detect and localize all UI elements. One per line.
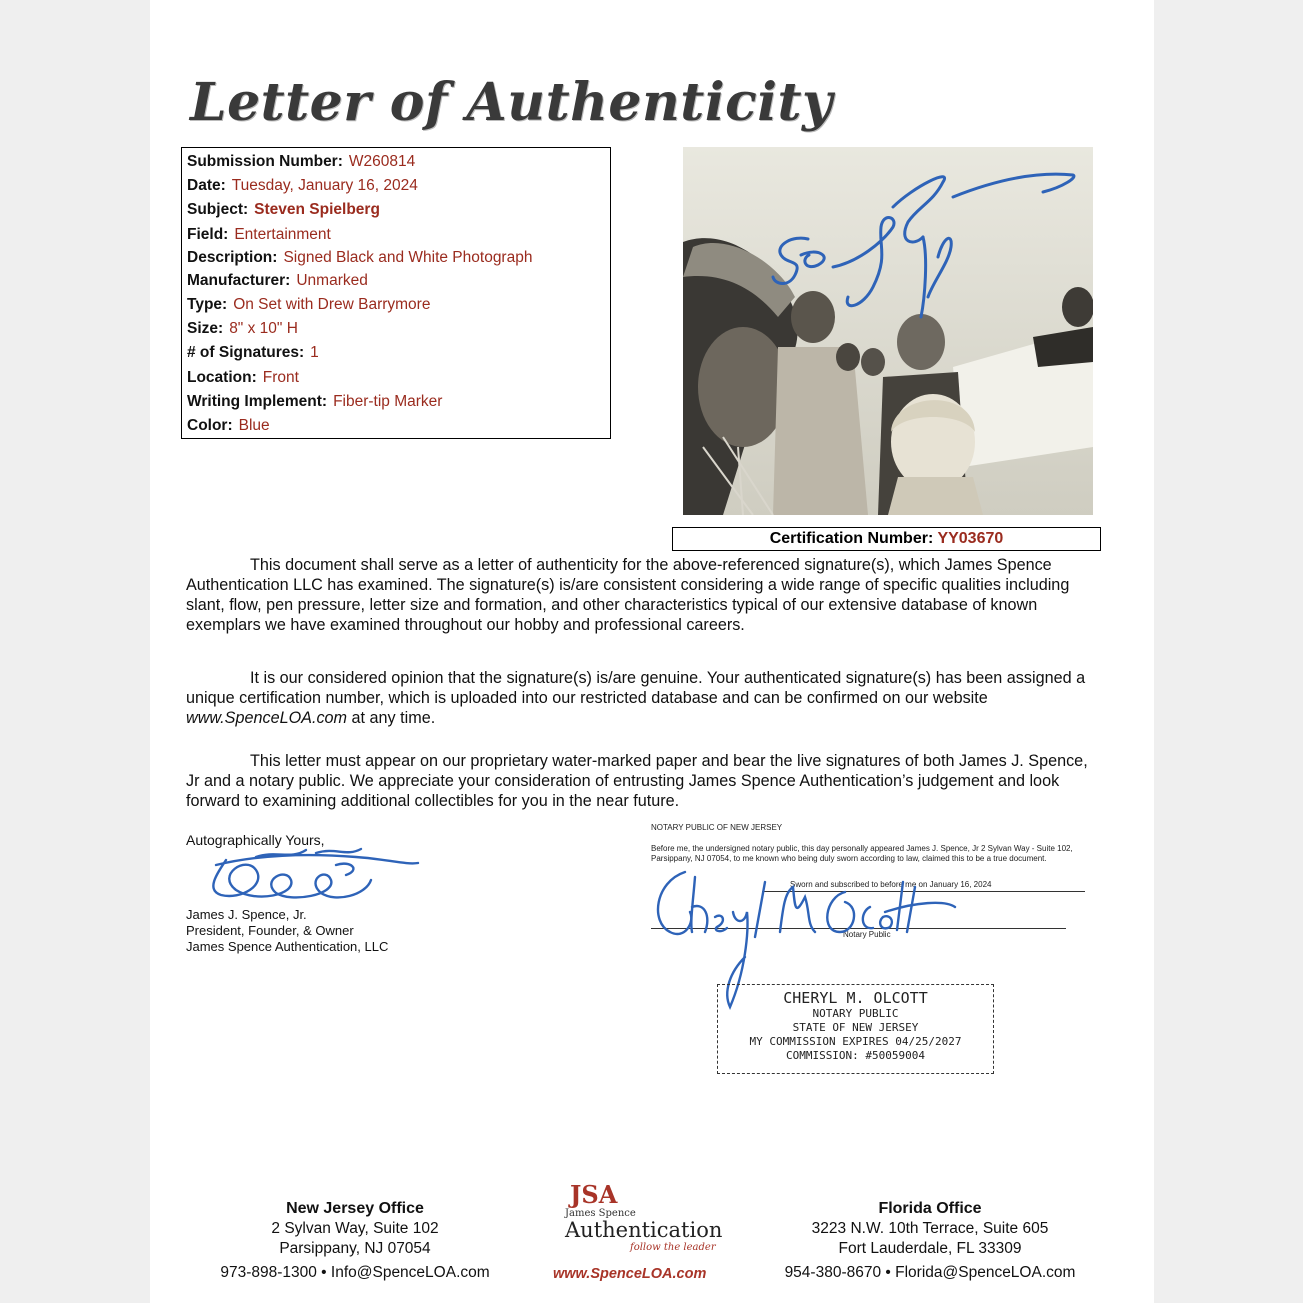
nj-office bbox=[205, 1199, 505, 1287]
info-label: Description: bbox=[187, 248, 278, 266]
page-title: Letter of Authenticity bbox=[190, 72, 833, 133]
stamp-line: COMMISSION: #50059004 bbox=[785, 1049, 926, 1062]
logo-name: Authentication bbox=[565, 1218, 723, 1242]
logo-small-text: James Spence bbox=[565, 1208, 636, 1219]
info-value: W260814 bbox=[348, 153, 416, 170]
info-label: Date: bbox=[187, 177, 226, 195]
notary-stamp bbox=[717, 984, 994, 1074]
opinion-paragraph bbox=[186, 668, 1096, 728]
info-value: 1 bbox=[310, 344, 319, 362]
info-label: Color: bbox=[187, 417, 233, 435]
signer-block bbox=[186, 907, 388, 955]
info-row bbox=[187, 269, 610, 293]
submission-info-box bbox=[181, 147, 611, 439]
logo-tagline: follow the leader bbox=[630, 1242, 716, 1253]
jsa-logo bbox=[535, 1180, 755, 1288]
logo-url[interactable]: www.SpenceLOA.com bbox=[553, 1266, 707, 1282]
fl-office bbox=[770, 1199, 1090, 1287]
info-label: Subject: bbox=[187, 201, 249, 219]
signer-company: James Spence Authentication, LLC bbox=[186, 939, 389, 954]
closing-line: Autographically Yours, bbox=[186, 832, 325, 848]
stamp-name: CHERYL M. OLCOTT bbox=[783, 989, 928, 1007]
notary-sworn-line: Sworn and subscribed to before me on January 16, 2024 bbox=[790, 880, 992, 889]
fl-address-2: Fort Lauderdale, FL 33309 bbox=[838, 1240, 1022, 1257]
info-row bbox=[187, 366, 610, 390]
notary-heading: NOTARY PUBLIC OF NEW JERSEY bbox=[651, 823, 783, 832]
signer-role: President, Founder, & Owner bbox=[186, 923, 354, 938]
signed-photograph bbox=[683, 147, 1093, 515]
certification-number: YY03670 bbox=[937, 530, 1004, 547]
info-value: Unmarked bbox=[296, 271, 368, 289]
website-link[interactable]: www.SpenceLOA.com bbox=[186, 709, 348, 727]
info-label: Writing Implement: bbox=[187, 392, 328, 410]
authenticity-paragraph: This document shall serve as a letter of authenticity for the above-referenced signature(s), which James Spence Authentication LLC has examined. The signature(s) is/are consistent considering a wide range of specific qualities including slant, flow, pen pressure, letter size and formation, and other characteristics typical of our extensive database of known exemplars we have examined throughout our hobby and professional careers. bbox=[186, 556, 1070, 634]
notary-statement: Before me, the undersigned notary public, this day personally appeared James J. Spence, Jr 2 Sylvan Way - Suite 102, Parsippany, NJ 07054, to me known who being duly sworn according to law, claimed this to be a true document. bbox=[651, 844, 1073, 863]
certification-number-box bbox=[672, 527, 1101, 551]
info-value: 8" x 10" H bbox=[229, 320, 298, 338]
stamp-line: MY COMMISSION EXPIRES 04/25/2027 bbox=[749, 1035, 962, 1048]
info-label: Location: bbox=[187, 368, 257, 386]
fl-contact: 954-380-8670 • Florida@SpenceLOA.com bbox=[784, 1264, 1076, 1281]
info-row bbox=[187, 341, 610, 365]
opinion-text: It is our considered opinion that the signature(s) is/are genuine. Your authenticated signature(s) has been assigned a unique certification number, which is uploaded into our restricted database and can be confirmed on our website bbox=[186, 669, 1086, 707]
info-value: Front bbox=[262, 368, 299, 386]
spence-signature bbox=[196, 845, 426, 905]
info-row bbox=[187, 150, 610, 174]
info-value: Signed Black and White Photograph bbox=[283, 248, 533, 266]
certification-label: Certification Number: bbox=[769, 530, 934, 547]
nj-contact: 973-898-1300 • Info@SpenceLOA.com bbox=[220, 1264, 490, 1281]
info-row bbox=[187, 247, 610, 269]
info-row bbox=[187, 293, 610, 317]
info-row bbox=[187, 223, 610, 247]
signer-name: James J. Spence, Jr. bbox=[186, 907, 307, 922]
info-value: On Set with Drew Barrymore bbox=[233, 296, 431, 314]
info-label: Manufacturer: bbox=[187, 271, 291, 289]
nj-address-2: Parsippany, NJ 07054 bbox=[279, 1240, 431, 1257]
stamp-line: STATE OF NEW JERSEY bbox=[792, 1021, 919, 1034]
info-value: Tuesday, January 16, 2024 bbox=[231, 177, 418, 195]
opinion-text-end: at any time. bbox=[347, 709, 436, 727]
photograph-image bbox=[683, 147, 1093, 515]
fl-office-title: Florida Office bbox=[878, 1200, 982, 1217]
info-value: Blue bbox=[238, 417, 270, 435]
notary-caption: Notary Public bbox=[843, 930, 891, 939]
fl-address-1: 3223 N.W. 10th Terrace, Suite 605 bbox=[811, 1220, 1049, 1237]
info-label: Submission Number: bbox=[187, 153, 343, 170]
info-label: Size: bbox=[187, 320, 224, 338]
nj-office-title: New Jersey Office bbox=[286, 1200, 424, 1217]
stamp-line: NOTARY PUBLIC bbox=[812, 1007, 899, 1020]
logo-mark: JSA bbox=[570, 1180, 618, 1209]
info-row bbox=[187, 198, 610, 222]
info-value: Steven Spielberg bbox=[254, 201, 380, 219]
info-row bbox=[187, 174, 610, 198]
nj-address-1: 2 Sylvan Way, Suite 102 bbox=[271, 1220, 439, 1237]
info-value: Fiber-tip Marker bbox=[333, 392, 443, 410]
info-row bbox=[187, 414, 610, 438]
watermark-paragraph: This letter must appear on our proprietary water-marked paper and bear the live signatures of both James J. Spence, Jr and a notary public. We appreciate your consideration of entrusting James Spence Authentication’s judgement and look forward to examining additional collectibles for you in the near future. bbox=[186, 752, 1088, 810]
info-value: Entertainment bbox=[234, 225, 331, 243]
info-label: # of Signatures: bbox=[187, 344, 305, 362]
info-label: Type: bbox=[187, 296, 228, 314]
info-row bbox=[187, 317, 610, 341]
info-label: Field: bbox=[187, 225, 229, 243]
info-row bbox=[187, 390, 610, 414]
